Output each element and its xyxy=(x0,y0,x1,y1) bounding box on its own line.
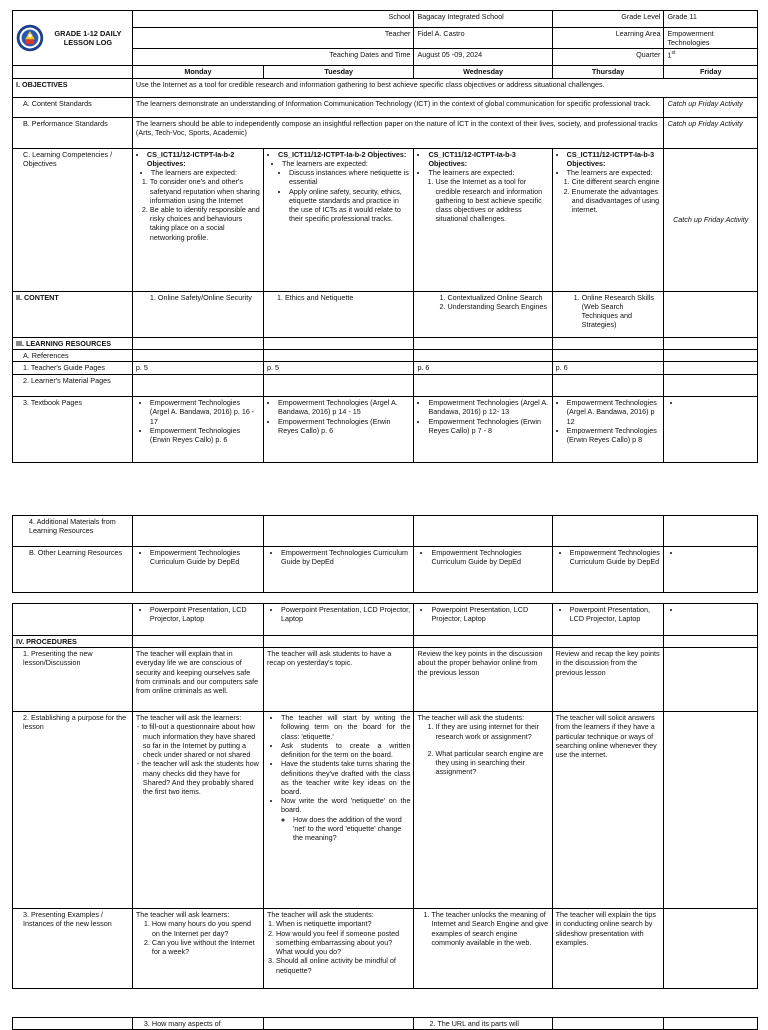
teacher-label: Teacher xyxy=(132,28,414,49)
area-label: Learning Area xyxy=(552,28,664,49)
presenting-label: 1. Presenting the new lesson/Discussion xyxy=(13,648,133,712)
dll-table-additional xyxy=(12,515,758,593)
tb-monday: • Empowerment Technologies (Argel A. Bandawa, 2016) p. 16 - 17 • Empowerment Technologies (Erwin Reyes Callo) p. 6 xyxy=(132,397,263,463)
content-standards-label: A. Content Standards xyxy=(13,97,133,117)
equip-thursday: • Powerpoint Presentation, LCD Projector, Laptop xyxy=(552,604,664,636)
other-tuesday: • Empowerment Technologies Curriculum Guide by DepEd xyxy=(264,547,414,593)
content-thursday: 1. Online Research Skills (Web Search Techniques and Strategies) xyxy=(552,291,664,337)
tg-monday: p. 5 xyxy=(132,362,263,375)
examples-tuesday: The teacher will ask the students: 1. When is netiquette important? 2. How would you feel if someone posted something embarrassing about you? What would you do? 3. Should all online activity be mindful of netiquette? xyxy=(264,909,414,989)
tb-tuesday: • Empowerment Technologies (Argel A. Bandawa, 2016) p 14 - 15 • Empowerment Technologies (Erwin Reyes Callo) p. 6 xyxy=(264,397,414,463)
dates-value: August 05 -09, 2024 xyxy=(414,49,552,66)
tg-label: 1. Teacher's Guide Pages xyxy=(13,362,133,375)
school-value: Bagacay Integrated School xyxy=(414,11,552,28)
tb-friday xyxy=(664,397,758,463)
day-thursday: Thursday xyxy=(552,66,664,78)
performance-standards-label: B. Performance Standards xyxy=(13,117,133,148)
tg-thursday: p. 6 xyxy=(552,362,664,375)
day-monday: Monday xyxy=(132,66,263,78)
other-resources-label: B. Other Learning Resources xyxy=(13,547,133,593)
tb-thursday: • Empowerment Technologies (Argel A. Bandawa, 2016) p 12 • Empowerment Technologies (Erwin Reyes Callo) p 8 xyxy=(552,397,664,463)
content-monday: 1. Online Safety/Online Security xyxy=(132,291,263,337)
presenting-monday: The teacher will explain that in everyday life we are conscious of security and keeping ourselves safe from criminals and our computers safe from online criminals as well. xyxy=(132,648,263,712)
school-label: School xyxy=(132,11,414,28)
other-thursday: • Empowerment Technologies Curriculum Guide by DepEd xyxy=(552,547,664,593)
purpose-monday: The teacher will ask the learners: - to fill-out a questionnaire about how much information they have shared so far in the Internet by putting a check under shared or not shared - the teacher will ask the students how many checks did they have for Shared? And they probably shared the first two items. xyxy=(132,712,263,909)
cut-wednesday: 2. The URL and its parts will xyxy=(414,1018,552,1030)
quarter-label: Quarter xyxy=(552,49,664,66)
grade-value: Grade 11 xyxy=(664,11,758,28)
content-tuesday: 1. Ethics and Netiquette xyxy=(264,291,414,337)
purpose-wednesday: The teacher will ask the students: 1. If they are using internet for their research work or assignment? 2. What particular search engine are they using in searching their assignment? xyxy=(414,712,552,909)
examples-label: 3. Presenting Examples / Instances of the new lesson xyxy=(13,909,133,989)
day-wednesday: Wednesday xyxy=(414,66,552,78)
days-blank xyxy=(13,66,133,78)
purpose-tuesday: • The teacher will start by writing the following term on the board for the class: 'etiquette.' • Ask students to create a written definition for the term on the board. • Have the students take turns sharing the definitions they've drafted with the class as the teacher write key ideas on the board. • Now write the word 'netiquette' on the board. ◦ How does the addition of the word 'net' to the word 'etiquette' change the meaning? xyxy=(264,712,414,909)
content-friday xyxy=(664,291,758,337)
teacher-value: Fidel A. Castro xyxy=(414,28,552,49)
competencies-monday: • CS_ICT11/12-ICTPT-Ia-b-2 Objectives: • The learners are expected: 1. To consider one's and other's safetyand reputation when sharing information using the Internet 2. Be able to identify responsible and risky choices and behaviours taking place on a social networking profile. xyxy=(132,148,263,291)
day-tuesday: Tuesday xyxy=(264,66,414,78)
objectives-label: I. OBJECTIVES xyxy=(13,78,133,97)
performance-standards-text: The learners should be able to independently compose an insightful reflection paper on the nature of ICT in the context of their lives, society, and professional tracks (Arts, Tech-Voc, Sports, Academic) xyxy=(132,117,664,148)
other-monday: • Empowerment Technologies Curriculum Guide by DepEd xyxy=(132,547,263,593)
content-label: II. CONTENT xyxy=(13,291,133,337)
additional-label: 4. Additional Materials from Learning Resources xyxy=(13,516,133,547)
grade-label: Grade Level xyxy=(552,11,664,28)
other-friday xyxy=(664,547,758,593)
competencies-friday: Catch up Friday Activity xyxy=(664,148,758,291)
cut-monday: 3. How many aspects of xyxy=(132,1018,263,1030)
other-wednesday: • Empowerment Technologies Curriculum Guide by DepEd xyxy=(414,547,552,593)
tb-label: 3. Textbook Pages xyxy=(13,397,133,463)
content-wednesday: 1. Contextualized Online Search 2. Understanding Search Engines xyxy=(414,291,552,337)
day-friday: Friday xyxy=(664,66,758,78)
examples-thursday: The teacher will explain the tips in conducting online search by slideshow presentation with examples. xyxy=(552,909,664,989)
tg-tuesday: p. 5 xyxy=(264,362,414,375)
dll-logo-and-title xyxy=(13,11,133,66)
presenting-thursday: Review and recap the key points in the discussion from the previous lesson xyxy=(552,648,664,712)
equip-tuesday: • Powerpoint Presentation, LCD Projector, Laptop xyxy=(264,604,414,636)
quarter-value: 1st xyxy=(664,49,758,66)
presenting-wednesday: Review the key points in the discussion about the proper behavior online from the previous lesson xyxy=(414,648,552,712)
tb-wednesday: • Empowerment Technologies (Argel A. Bandawa, 2016) p 12- 13 • Empowerment Technologies (Erwin Reyes Callo) p 7 - 8 xyxy=(414,397,552,463)
purpose-label: 2. Establishing a purpose for the lesson xyxy=(13,712,133,909)
equip-wednesday: • Powerpoint Presentation, LCD Projector, Laptop xyxy=(414,604,552,636)
references-label: A. References xyxy=(13,349,133,361)
resources-label: III. LEARNING RESOURCES xyxy=(13,337,133,349)
lm-label: 2. Learner's Material Pages xyxy=(13,375,133,397)
competencies-tuesday: • CS_ICT11/12-ICTPT-Ia-b-2 Objectives: • The learners are expected: • Discuss instances where netiquette is essential • Apply online safety, security, ethics, etiquette standards and practice in the use of ICTs as it would relate to their specific professional tracks. xyxy=(264,148,414,291)
objectives-text: Use the Internet as a tool for credible research and information gathering to best achieve specific class objectives or address situational challenges. xyxy=(132,78,757,97)
content-standards-friday: Catch up Friday Activity xyxy=(664,97,758,117)
presenting-tuesday: The teacher will ask students to have a recap on yesterday's topic. xyxy=(264,648,414,712)
area-value: Empowerment Technologies xyxy=(664,28,758,49)
dll-title: GRADE 1-12 DAILY LESSON LOG xyxy=(54,28,122,48)
purpose-thursday: The teacher will solicit answers from the learners if they have a particular technique or ways of searching online whenever they use the internet. xyxy=(552,712,664,909)
examples-wednesday: 1. The teacher unlocks the meaning of Internet and Search Engine and give examples of search engine commonly available in the web. xyxy=(414,909,552,989)
deped-seal-logo xyxy=(16,18,44,58)
examples-monday: The teacher will ask learners: 1. How many hours do you spend on the Internet per day? 2. Can you live without the Internet for a week? xyxy=(132,909,263,989)
performance-standards-friday: Catch up Friday Activity xyxy=(664,117,758,148)
competencies-thursday: • CS_ICT11/12-ICTPT-Ia-b-3 Objectives: • The learners are expected: 1. Cite different search engine 2. Enumerate the advantages and disadvantages of using internet. xyxy=(552,148,664,291)
tg-wednesday: p. 6 xyxy=(414,362,552,375)
dates-label: Teaching Dates and Time xyxy=(132,49,414,66)
dll-table-page1 xyxy=(12,10,758,463)
equip-monday: • Powerpoint Presentation, LCD Projector, Laptop xyxy=(132,604,263,636)
competencies-label: C. Learning Competencies / Objectives xyxy=(13,148,133,291)
procedures-label: IV. PROCEDURES xyxy=(13,636,133,648)
competencies-wednesday: • CS_ICT11/12-ICTPT-Ia-b-3 Objectives: • The learners are expected: 1. Use the Internet as a tool for credible research and information gathering to best achieve specific class objectives or address situational challenges. xyxy=(414,148,552,291)
dll-table-procedures xyxy=(12,603,758,989)
equip-friday xyxy=(664,604,758,636)
content-standards-text: The learners demonstrate an understanding of Information Communication Technology (ICT) in the context of global communication for specific professional track. xyxy=(132,97,664,117)
